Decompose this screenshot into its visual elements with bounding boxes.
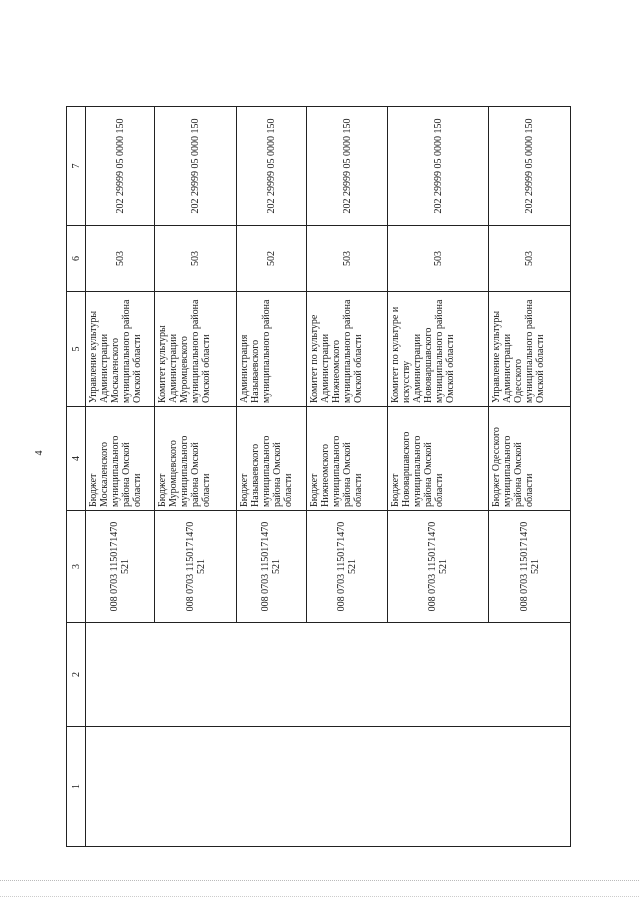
cell-col-1 <box>489 727 571 847</box>
header-col-2: 2 <box>67 623 86 727</box>
header-col-7: 7 <box>67 107 86 226</box>
cell-kbk: 202 29999 05 0000 150 <box>86 107 155 226</box>
cell-col-1 <box>306 727 388 847</box>
cell-budget: Бюджет Нижнеомского муниципального района Омской области <box>306 407 388 511</box>
table-row <box>86 107 155 847</box>
cell-col-2 <box>306 623 388 727</box>
cell-budget: Бюджет Одесского муниципального района Омской области <box>489 407 571 511</box>
cell-number: 502 <box>237 226 306 292</box>
cell-code: 008 0703 1150171470 521 <box>306 511 388 623</box>
table-row <box>388 107 489 847</box>
cell-col-1 <box>237 727 306 847</box>
cell-number: 503 <box>86 226 155 292</box>
cell-col-1 <box>155 727 237 847</box>
header-col-5: 5 <box>67 292 86 407</box>
cell-kbk: 202 29999 05 0000 150 <box>306 107 388 226</box>
budget-allocation-table <box>66 106 571 847</box>
cell-col-2 <box>489 623 571 727</box>
cell-number: 503 <box>489 226 571 292</box>
table-header <box>67 107 86 847</box>
rotated-table-container <box>66 107 571 847</box>
cell-administrator: Комитет по культуре и искусству Администрации Нововаршавского муниципального района Омской области <box>388 292 489 407</box>
cell-number: 503 <box>388 226 489 292</box>
cell-number: 503 <box>155 226 237 292</box>
header-row <box>67 107 86 847</box>
header-col-4: 4 <box>67 407 86 511</box>
cell-code: 008 0703 1150171470 521 <box>237 511 306 623</box>
table-row <box>306 107 388 847</box>
cell-administrator: Администрация Называевского муниципального района <box>237 292 306 407</box>
cell-budget: Бюджет Муромцевского муниципального района Омской области <box>155 407 237 511</box>
cell-kbk: 202 29999 05 0000 150 <box>237 107 306 226</box>
cell-code: 008 0703 1150171470 521 <box>86 511 155 623</box>
header-col-3: 3 <box>67 511 86 623</box>
scan-artifact-line <box>0 896 639 898</box>
table-body <box>86 107 571 847</box>
cell-budget: Бюджет Москаленского муниципального района Омской области <box>86 407 155 511</box>
cell-col-2 <box>388 623 489 727</box>
page-number: 4 <box>34 450 45 456</box>
header-col-6: 6 <box>67 226 86 292</box>
header-col-1: 1 <box>67 727 86 847</box>
cell-col-2 <box>86 623 155 727</box>
scan-artifact-line <box>0 880 639 883</box>
cell-col-2 <box>237 623 306 727</box>
cell-administrator: Управление культуры Администрации Одесского муниципального района Омской области <box>489 292 571 407</box>
cell-col-2 <box>155 623 237 727</box>
table-row <box>155 107 237 847</box>
table-row <box>489 107 571 847</box>
cell-budget: Бюджет Называевского муниципального района Омской области <box>237 407 306 511</box>
cell-col-1 <box>86 727 155 847</box>
cell-kbk: 202 29999 05 0000 150 <box>388 107 489 226</box>
cell-col-1 <box>388 727 489 847</box>
cell-administrator: Комитет по культуре Администрации Нижнеомского муниципального района Омской области <box>306 292 388 407</box>
cell-kbk: 202 29999 05 0000 150 <box>489 107 571 226</box>
cell-budget: Бюджет Нововаршавского муниципального района Омской области <box>388 407 489 511</box>
cell-administrator: Комитет культуры Администрации Муромцевского муниципального района Омской области <box>155 292 237 407</box>
cell-kbk: 202 29999 05 0000 150 <box>155 107 237 226</box>
cell-administrator: Управление культуры Администрации Москаленского муниципального района Омской области <box>86 292 155 407</box>
cell-code: 008 0703 1150171470 521 <box>155 511 237 623</box>
cell-code: 008 0703 1150171470 521 <box>388 511 489 623</box>
table-row <box>237 107 306 847</box>
cell-code: 008 0703 1150171470 521 <box>489 511 571 623</box>
cell-number: 503 <box>306 226 388 292</box>
